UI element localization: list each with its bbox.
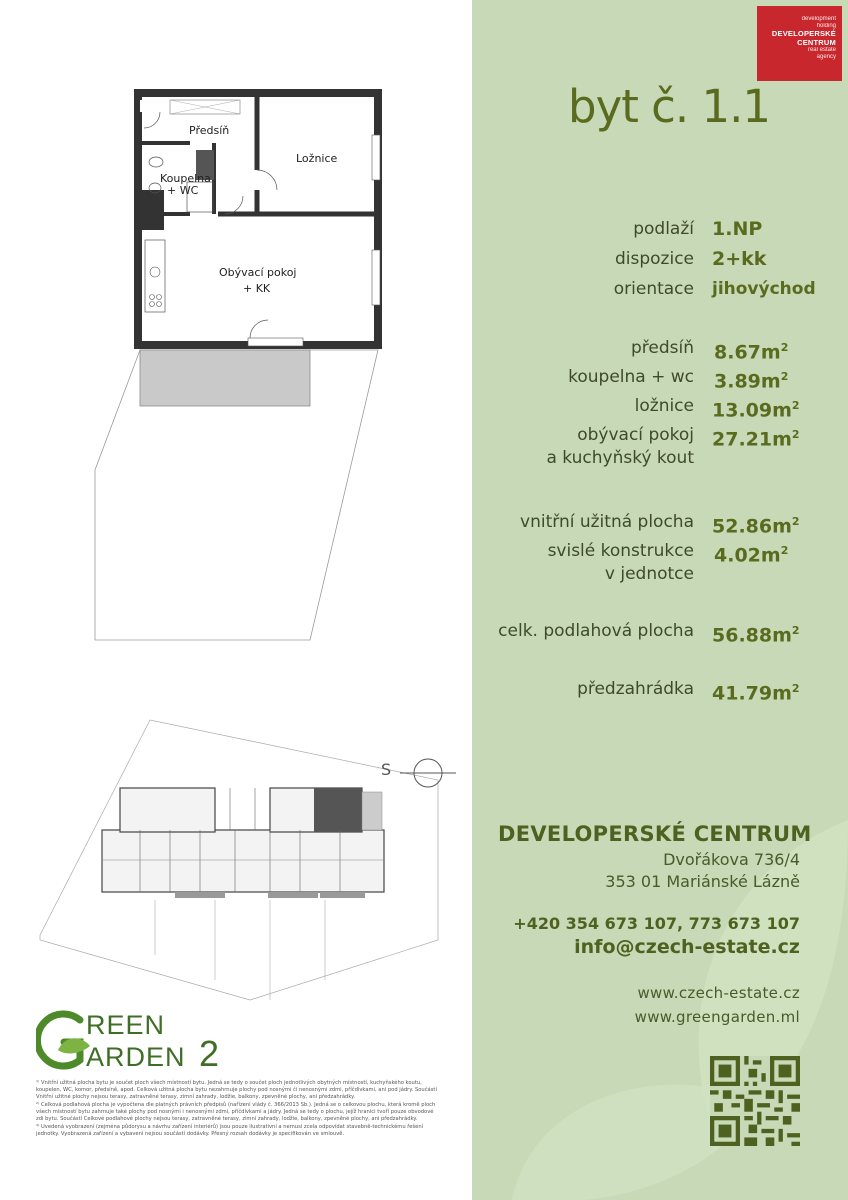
room-label-bedroom: Ložnice (296, 152, 338, 165)
site-plan (40, 720, 438, 1000)
compass-icon (381, 759, 456, 787)
inner-value: 52.86m (712, 515, 792, 538)
footnote-1: ¹⁾ Vnitřní užitná plocha bytu je součet ploch všech místností bytu. Jedná se tedy o součet ploch jednotlivých obytných místností, kuchyňského koutu, koupelen, WC, komor, předsíně, apod. Celková užitná plocha bytu nezahrnuje plochy pod nosnými či nenosnými zdmi, příčdívkami, ani pod jádry. Součástí Vnitřní užitné plochy nejsou terasy, zatravněné terasy, zimní zahrady, lodžie, balkony, zpevněné plochy, ani předzahrádky. (36, 1080, 437, 1100)
bed-label: ložnice (634, 396, 694, 416)
floor-label: podlaží (633, 219, 694, 239)
total-label: celk. podlahová plocha (498, 621, 694, 641)
room-label-hall: Předsíň (189, 124, 230, 137)
dc-logo-l2: holding (816, 23, 836, 29)
phone-number[interactable]: +420 354 673 107, 773 673 107 (513, 914, 800, 933)
green-garden-logo (36, 1006, 236, 1076)
info-panel: development holding DEVELOPERSKÉ CENTRUM real estate agency byt č. 1.1 podlaží 1.NP dispozice 2+kk orientace jihovýchod předsíň $8.67m^2$ koupelna + wc $3.89m^2$ ložnice $13.09m^2$ obývací pokoj $27.21m^2$ a kuchyňský kout vnitřní užitná plocha $52.86m^2$ svislé konstrukce $4.02m^2$ v jednotce celk. podlahová plocha $56.88m^2$ předzahrádka $41.79m^2$ DEVELOPERSKÉ CENTRUM Dvořákova 736/4 353 01 Mariánské Lázně +420 354 673 107, 773 673 107 info@czech-estate.cz www.czech-estate.cz www.greengarden.ml (472, 0, 848, 1200)
brand-number: 2 (199, 1033, 220, 1074)
struct-label: svislé konstrukce (547, 541, 694, 561)
bath-label: koupelna + wc (568, 367, 694, 387)
email-link[interactable]: info@czech-estate.cz (574, 936, 800, 958)
living-value: 27.21m (712, 428, 792, 451)
qr-code-icon (710, 1056, 800, 1146)
room-label-living: Obývací pokoj (219, 266, 297, 279)
footnote-2: ²⁾ Celková podlahová plocha je vypočtena dle platných právních předpisů (nařízení vlády č. 366/2013 Sb.). Jedná se o celkovou plochu, která kromě ploch všech místností bytu zahrnuje také plochy pod nosnými i nenosnými zdmi, příčdívkami a jádry. Jedná se tedy o plochu, jejíž hranici tvoří pouze obvodové zdi bytu. Součástí Celkové podlahové plochy nejsou terasy, zatravněné terasy, zimní zahrady, lodžie, balkony, zpevněné plochy, ani předzahrádky. (36, 1102, 436, 1122)
garden-label: předzahrádka (577, 679, 694, 699)
total-value: 56.88m (712, 624, 792, 647)
dc-logo (757, 6, 842, 81)
footnote-3: ³⁾ Uvedená vyobrazení (zejména půdorysu a návrhu zařízení interiérů) jsou pouze ilustrativní a nemusí zcela odpovídat stavebně-technickému řešení jednotky. Vyobrazená zařízení a vybavení nejsou součástí dodávky. Přesný rozsah dodávky je specifikován ve smlouvě. (36, 1124, 424, 1137)
living-label: obývací pokoj (577, 425, 694, 445)
dc-logo-l4: CENTRUM (797, 37, 836, 47)
web-link-2[interactable]: www.greengarden.ml (634, 1008, 800, 1026)
orientation-label: orientace (613, 279, 694, 299)
footnotes (36, 1080, 442, 1139)
address-city: 353 01 Mariánské Lázně (605, 872, 800, 891)
dc-logo-l5: real estate (807, 47, 836, 53)
dc-logo-l1: development (801, 16, 836, 22)
unit-title: byt č. 1.1 (568, 80, 771, 133)
room-label-bath: Koupelna (160, 172, 211, 185)
brand-line2: ARDEN (86, 1042, 186, 1072)
layout-value: 2+kk (712, 248, 767, 270)
layout-label: dispozice (614, 249, 694, 269)
company-name: DEVELOPERSKÉ CENTRUM (498, 822, 812, 846)
dc-logo-l6: agency (816, 54, 836, 60)
garden-value: 41.79m (712, 682, 792, 705)
inner-label: vnitřní užitná plocha (520, 512, 694, 532)
web-link-1[interactable]: www.czech-estate.cz (637, 984, 800, 1002)
floor-value: 1.NP (712, 218, 763, 240)
compass-label: S (381, 760, 392, 779)
hall-value: 8.67m (714, 341, 781, 364)
hall-label: předsíň (630, 338, 694, 358)
bed-value: 13.09m (712, 399, 792, 422)
living-label-2: a kuchyňský kout (546, 448, 694, 468)
room-label-living-2: + KK (243, 282, 271, 295)
struct-value: 4.02m (714, 544, 781, 567)
bath-value: 3.89m (714, 370, 781, 393)
dc-logo-l3: DEVELOPERSKÉ (771, 29, 836, 38)
room-label-bath-2: + WC (167, 184, 199, 197)
orientation-value: jihovýchod (712, 279, 816, 299)
brand-line1: REEN (86, 1010, 166, 1040)
address-street: Dvořákova 736/4 (663, 850, 800, 869)
struct-label-2: v jednotce (604, 564, 694, 584)
